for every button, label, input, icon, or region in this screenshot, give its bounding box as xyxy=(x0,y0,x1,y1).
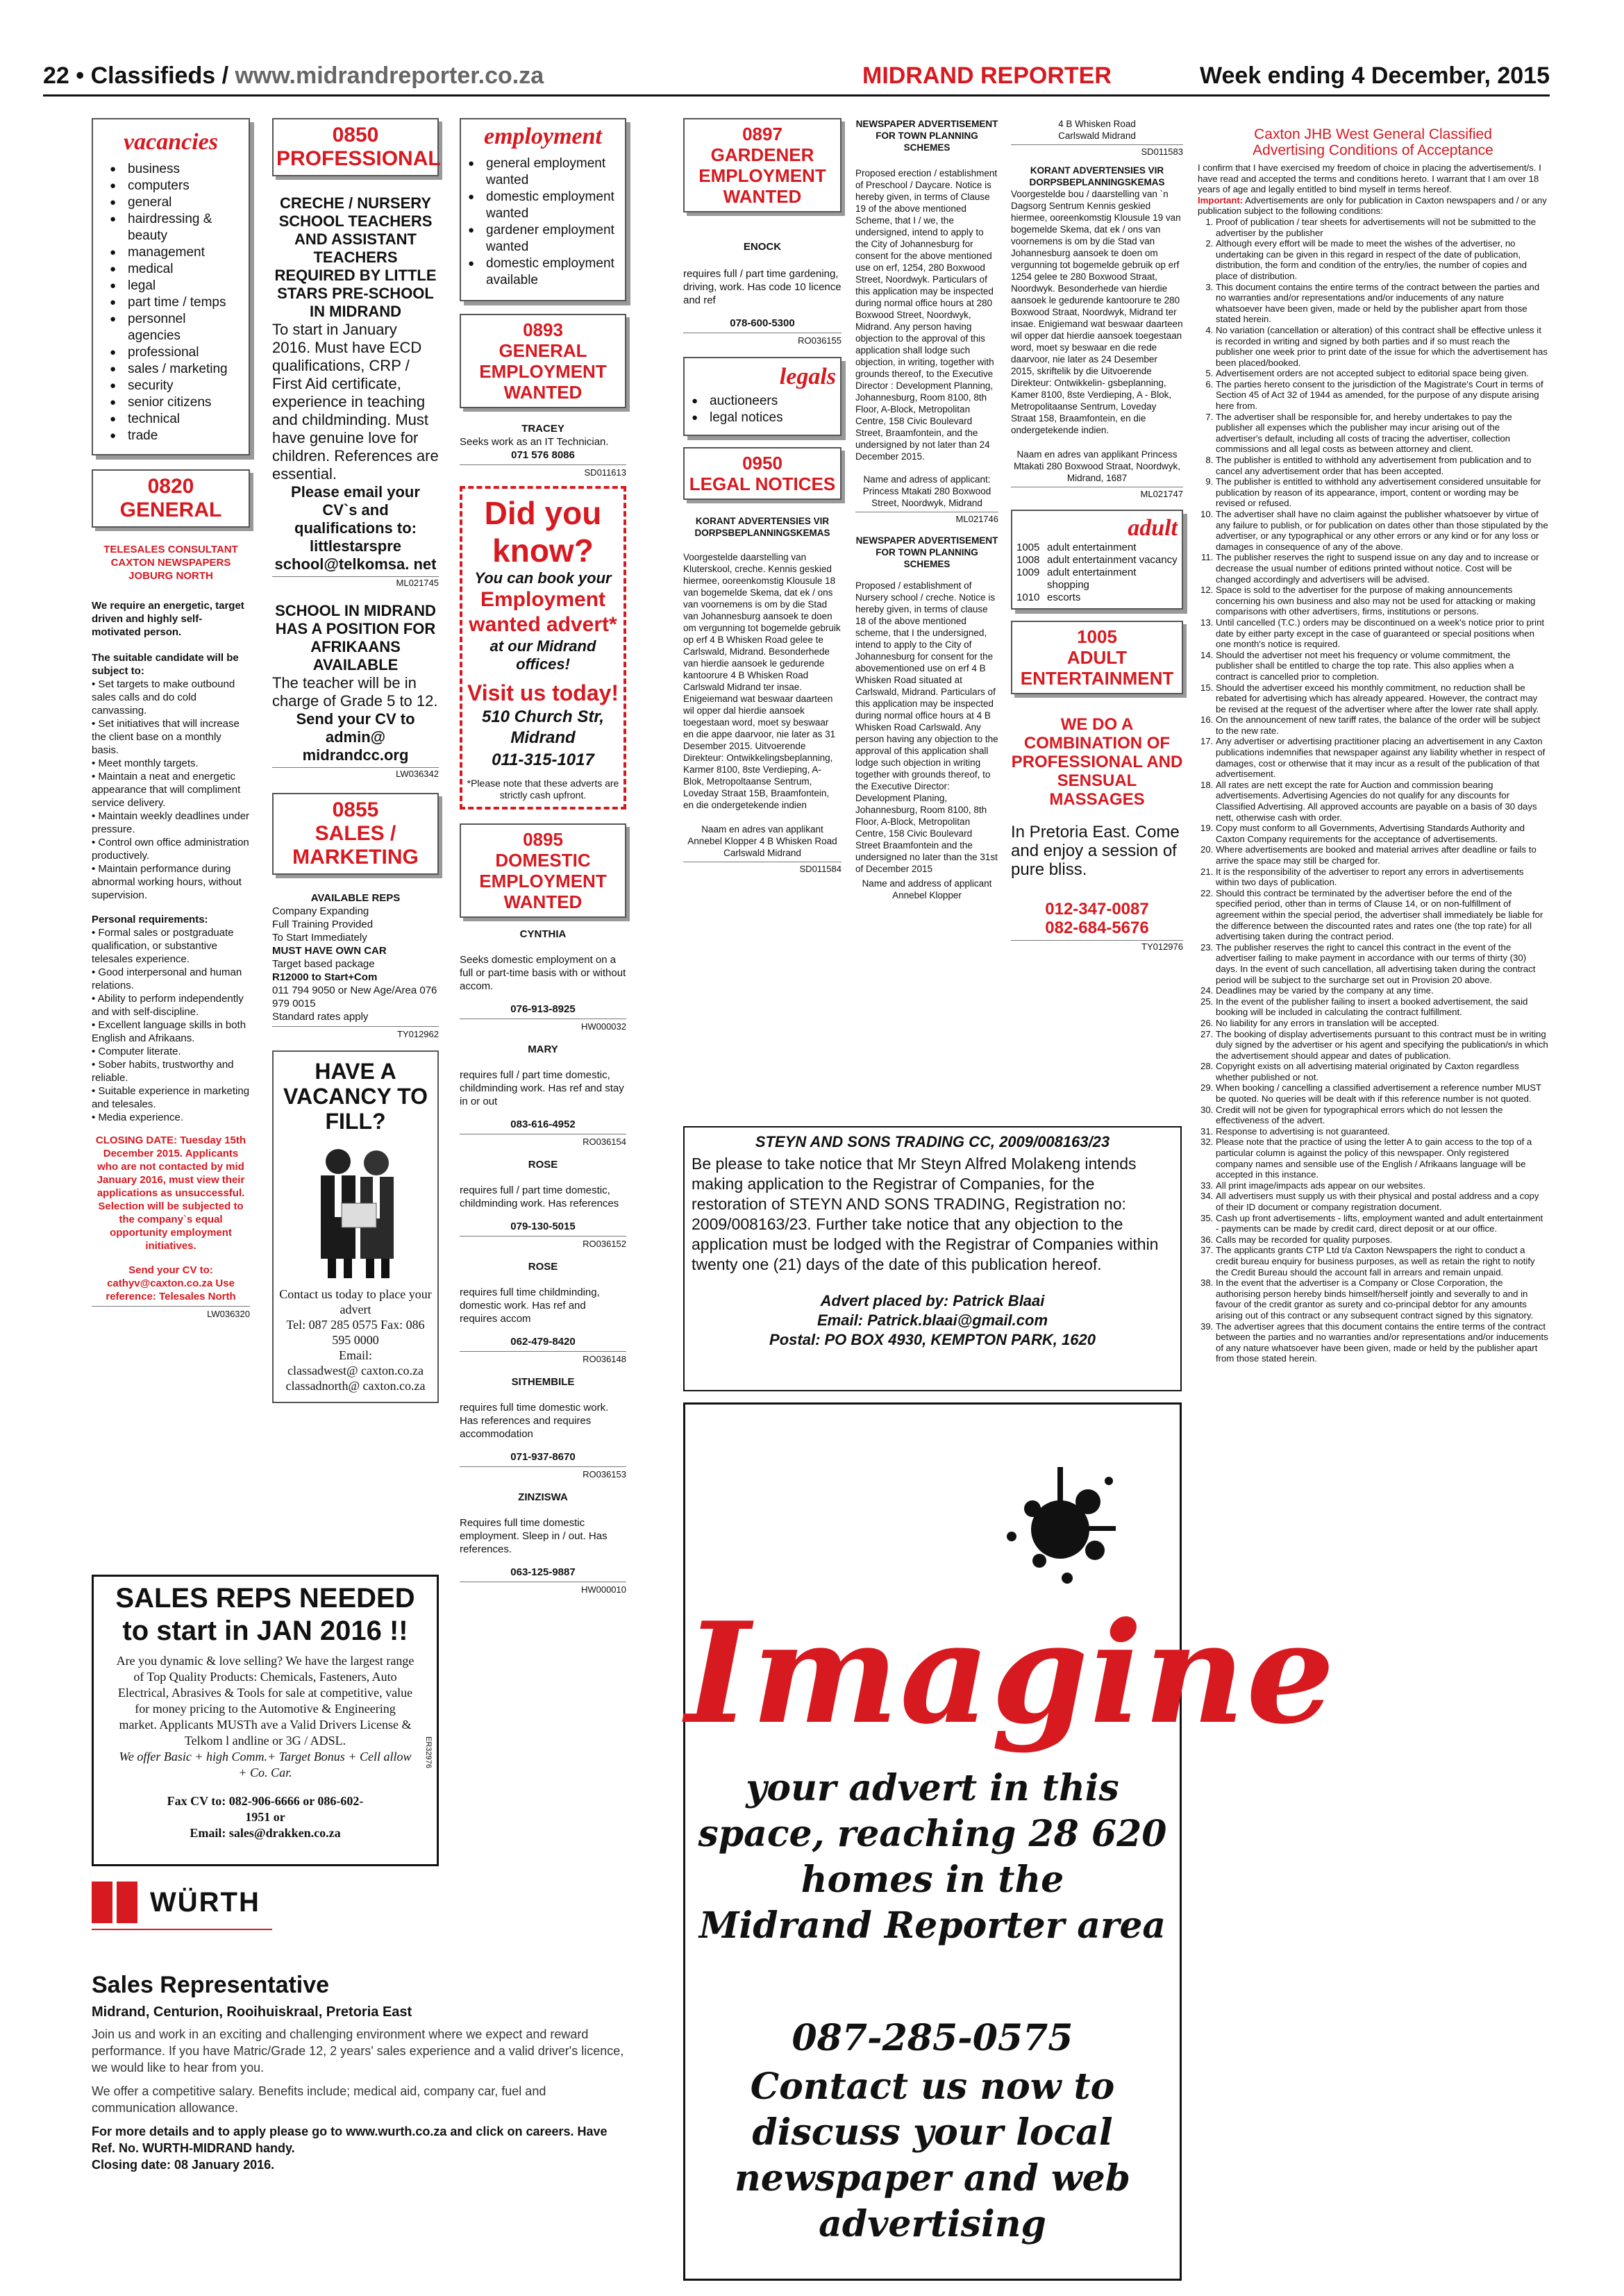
did-you-know-title: Did you know? xyxy=(484,495,602,569)
conditions-title1: Caxton JHB West General Classified xyxy=(1254,126,1492,142)
telesales-requirement: • Suitable experience in marketing and telesales. xyxy=(92,1085,250,1110)
tracey-phone: 071 576 8086 xyxy=(511,449,575,461)
domestic-ad-ref: RO036148 xyxy=(460,1351,626,1366)
condition-item: 19. Copy must conform to all Governments, Advertising Standards Authority and Caxton Company requirements for the acceptance of advertisements. xyxy=(1216,823,1548,844)
telesales-requirement: • Good interpersonal and human relations. xyxy=(92,966,242,991)
imagine-line-7: newspaper and web xyxy=(734,2157,1131,2199)
adult-item-label: escorts xyxy=(1047,592,1081,603)
town-planning-notice-1 xyxy=(855,118,998,525)
afrikaans-send: Send your CV to admin@ midrandcc.org xyxy=(296,710,415,764)
did-you-know-l4: at our Midrand offices! xyxy=(489,637,596,673)
vacancies-item: ● security xyxy=(110,378,239,394)
sales-reps-ref: ER32976 xyxy=(424,1736,433,1768)
domestic-ad-ref: RO036153 xyxy=(460,1466,626,1481)
vacancy-fill-body xyxy=(276,1287,435,1393)
employment-title: employment xyxy=(484,124,602,149)
condition-item: 12. Space is sold to the advertiser for the purpose of making announcements concerning his own business and also may not be used for attacking or making comparisons with other advertisers, firms, institutions or persons. xyxy=(1216,585,1548,617)
notice1-sign: Name and adress of applicant: Princess Mtakati 280 Boxwood Street, Noordwyk, Midrand xyxy=(862,474,991,508)
condition-item: 9. The publisher is entitled to withhold any advertisement considered unsuitable for publication by reason of its appearance, import, content or wording may be revised or refused. xyxy=(1216,476,1548,509)
imagine-line-8: advertising xyxy=(819,2203,1046,2245)
condition-item: 31. Response to advertising is not guaranteed. xyxy=(1216,1126,1548,1137)
telesales-duty: • Maintain a neat and energetic appearance that will compliment service delivery. xyxy=(92,771,241,809)
massage-phone2: 082-684-5676 xyxy=(1045,919,1149,937)
wurth-rule xyxy=(92,1929,272,1930)
sales-reps-title2: to start in JAN 2016 !! xyxy=(122,1616,408,1646)
condition-item: 13. Until cancelled (T.C.) orders may be discontinued on a week's notice prior to print date by either party except in the case of guaranteed or special positions when one month's notice is required. xyxy=(1216,617,1548,650)
condition-item: 33. All print image/impacts ads appear on our websites. xyxy=(1216,1180,1548,1191)
domestic-ad-body: requires full time domestic work. Has references and requires accommodation xyxy=(460,1402,609,1440)
vacancies-title: vacancies xyxy=(124,129,218,155)
imagine-line-5: Contact us now to xyxy=(750,2065,1115,2108)
vacancies-item: ● management xyxy=(110,244,239,261)
condition-item: 6. The parties hereto consent to the jurisdiction of the Magistrate's Court in terms of Section 45 of Act 32 of 1944 as amended, for the purpose of any dispute arising here from. xyxy=(1216,379,1548,412)
telesales-intro: We require an energetic, target driven and highly self- motivated person. xyxy=(92,600,244,638)
vacancy-fill-title: HAVE A VACANCY TO FILL? xyxy=(283,1059,428,1134)
steyn-body: Be please to take notice that Mr Steyn Alfred Molakeng intends making application to the Registrar of Companies, for the restoration of STEYN AND SONS TRADING, Registration no: 2009/008163/23. Further take notice that any objection to the application must be lodged with the Registrar of Companies within twenty one (21) days of the date of this publication hereof. xyxy=(692,1155,1159,1273)
sales-reps-email[interactable]: Email: sales@drakken.co.za xyxy=(190,1826,341,1840)
creche-body: To start in January 2016. Must have ECD qualifications, CRP / First Aid certificate, experience in teaching and childminding. Must have genuine love for children. References are essential. xyxy=(272,321,439,483)
adult-item-code: 1010 xyxy=(1016,592,1040,603)
legal-notices-heading: 0950 LEGAL NOTICES xyxy=(683,447,842,500)
adult-item xyxy=(1016,542,1178,554)
reps-phone: 011 794 9050 or New Age/Area 076 979 0015 xyxy=(272,984,437,1009)
korant2-sign: Naam en adres van applikant Princess Mtakati 280 Boxwood Straat, Noordwyk, Midrand, 1687 xyxy=(1013,449,1181,483)
afrikaans-ad xyxy=(272,602,439,779)
vacancy-fill-box xyxy=(272,1050,439,1403)
telesales-requirement: • Sober habits, trustworthy and reliable. xyxy=(92,1059,234,1084)
telesales-duties xyxy=(92,678,250,902)
reps-rates: Standard rates apply xyxy=(272,1011,369,1023)
telesales-ref: LW036320 xyxy=(92,1306,250,1321)
general-employment-wanted-heading: 0893 GENERAL EMPLOYMENT WANTED xyxy=(460,314,626,408)
domestic-ad-phone: 071-937-8670 xyxy=(510,1451,576,1463)
employment-index xyxy=(460,118,626,301)
column-4 xyxy=(683,118,842,875)
condition-item: 30. Credit will not be given for typographical errors which do not lessen the effectiveness of the advert. xyxy=(1216,1105,1548,1126)
gardener-heading: 0897 GARDENER EMPLOYMENT WANTED xyxy=(683,118,842,212)
condition-item: 18. All rates are nett except the rate for Auction and commission bearing advertisements. Advertising Agencies do not qualify for any discounts for Classified Advertising. All approved accounts are payable on a basis of 30 days nett, otherwise cash with order. xyxy=(1216,780,1548,823)
vacancies-item: ● personnel agencies xyxy=(110,311,239,344)
afrikaans-body: The teacher will be in charge of Grade 5 to 12. xyxy=(272,674,438,710)
column-6 xyxy=(1011,118,1183,952)
enock-body: requires full / part time gardening, driving, work. Has code 10 licence and ref xyxy=(683,268,842,306)
domestic-ad-name: MARY xyxy=(528,1044,558,1055)
korant-ad-2 xyxy=(1011,165,1183,500)
employment-item: ● general employment wanted xyxy=(468,156,615,189)
adult-item xyxy=(1016,567,1178,592)
vacancies-item: ● medical xyxy=(110,261,239,278)
domestic-ad-name: ROSE xyxy=(528,1159,558,1171)
vacancies-item: ● technical xyxy=(110,411,239,428)
vacancies-list xyxy=(96,156,246,450)
korant2-body: Voorgestelde bou / daarstelling van `n Dagsorg Sentrum Kennis geskied hiermee, ooreenkomstig Klousule 19 van bogemelde Skema, dat ek / ons van voornemens is om by die Stad van Johannesburg aansoek te doen om vergunning tot bogemelde gebruik op erf 1254 gelee te 280 Boxwood Straat, Noordwyk. Besonderhede van hierdie aansoek le gedurende kantoorure te 280 Boxwood Straat, Noordwyk, Midrand ter insae. Enigiemand wat beswaar daarteen wil opper dat hierdie aansoek toegestaan word, moet sy beswaar en die rede daarvoor, nie later as 24 Desember 2015, skriftelik by die Uitvoerende Direkteur: Ontwikkelin- gsbeplanning, Kamer 8100, 8ste Verdieping, A - Blok, Metropolitaanse Sentrum, Loveday Straat 158, Braamfontein, en die ondergetekende indien. xyxy=(1011,189,1183,435)
conditions-list xyxy=(1198,217,1548,1364)
town-planning-notice-2 xyxy=(855,535,998,901)
notice1-body: Proposed erection / establishment of Preschool / Daycare. Notice is hereby given, in terms of Clause 19 of the above mentioned Scheme, that I / we, the undersigned, intend to apply to the City of Johannesburg for consent for the above mentioned use on erf, 1254, 280 Boxwood Street, Noordwyk. Particulars of this application may be inspected during normal office hours at 280 Boxwood Street, Noordwyk, Midrand. Any person having objection to the approval of this application shall lodge such objection, in writing, together with grounds thereof, to the Executive Director : Development Planning, Johannesburg, Room 8100, 8th Floor, A-Block, Metropolitan Centre, 158 Civic Boulevard Street, Braamfontein, and the undersigned by not later than 24 December 2015. xyxy=(855,168,998,462)
steyn-notice xyxy=(683,1126,1182,1391)
adult-item-label: adult entertainment xyxy=(1047,542,1137,553)
vacancies-item: ● general xyxy=(110,194,239,211)
telesales-duty: • Set initiatives that will increase the client base on a monthly basis. xyxy=(92,718,240,756)
condition-item: 7. The advertiser shall be responsible for, and hereby undertakes to pay the publisher all expenses which the publisher may incur arising out of the advertiser's default, including all costs of tracing the advertiser, collection commissions and all legal costs as between attorney and client. xyxy=(1216,412,1548,455)
domestic-ad xyxy=(460,1158,626,1250)
imagine-contact xyxy=(685,2016,1180,2247)
tracey-ref: SD011613 xyxy=(460,464,626,479)
did-you-know-address: 510 Church Str, Midrand xyxy=(481,707,605,747)
wurth-brand: WÜRTH xyxy=(150,1886,260,1918)
condition-item: 36. Calls may be recorded for quality purposes. xyxy=(1216,1234,1548,1246)
notice2-title: NEWSPAPER ADVERTISEMENT FOR TOWN PLANNING SCHEMES xyxy=(855,535,998,569)
sales-reps-fax: Fax CV to: 082-906-6666 or 086-602-1951 or xyxy=(167,1794,364,1824)
domestic-ad-ref: HW000010 xyxy=(460,1582,626,1596)
vacancies-item: ● senior citizens xyxy=(110,394,239,411)
condition-item: 10. The advertiser shall have no claim against the publisher whatsoever by virtue of any failure to publish, or for publication on dates other than those stipulated by the advertiser, or any typographical or any other errors or any kind or for any loss or damages in consequence of any of the above. xyxy=(1216,509,1548,552)
condition-item: 4. No variation (cancellation or alteration) of this contract shall be effective unless it is recorded in writing and signed by both parties and if so must reach the publisher one week prior to print date of the issue for which the advertisement has been placed/booked. xyxy=(1216,325,1548,368)
condition-item: 20. Where advertisements are booked and material arrives after deadline or fails to arrive the space may still be charged for. xyxy=(1216,844,1548,866)
condition-item: 29. When booking / cancelling a classified advertisement a reference number MUST be quoted. No queries will be dealt with if this reference number is not quoted. xyxy=(1216,1082,1548,1104)
steyn-postal: Postal: PO BOX 4930, KEMPTON PARK, 1620 xyxy=(769,1331,1096,1348)
telesales-requirements xyxy=(92,926,250,1124)
reps-must: MUST HAVE OWN CAR xyxy=(272,945,387,957)
vacancies-item: ● sales / marketing xyxy=(110,361,239,378)
condition-item: 21. It is the responsibility of the advertiser to report any errors in advertisements within two days of publication. xyxy=(1216,866,1548,888)
condition-item: 5. Advertisement orders are not accepted subject to editorial space being given. xyxy=(1216,368,1548,379)
wurth-logo-icon xyxy=(92,1882,140,1923)
page-header xyxy=(43,60,1550,94)
korant1-body: Voorgestelde daarstelling van Kluterskool, creche. Kennis geskied hiermee, ooreenkomstig Klousule 18 van bogemelde Skema, dat ek / ons van voornemens is om by die Stad van Johannesburg aansoek te doen om vergunning tot bogemelde gebruik op erf 4 B Whisken Road gelee te Carlswald, Midrand. Besonderhede van hierdie aansoek le gedurende kantoorure 4 B Whisken Road Carlswald Midrand ter insae. Enigeiemand wat beswaar daarteen wil opper dal hierdie aansoek toegestaan word, moet sy beswaar en die appe daarvoor, nie later as 31 Desember 2015. Uitvoerende Direkteur: Ontwikkelingsbeplanning, Karmer 8100, 8ste Verdieping, A-Blok, Metropoltaanse Sentrum, Loveday Straat 15B, Braamfontein, en die ondergetekende indien xyxy=(683,552,841,810)
telesales-duty: • Control own office administration productively. xyxy=(92,837,249,862)
afrikaans-ref: LW036342 xyxy=(272,767,439,779)
vacancy-fill-line: Email: xyxy=(339,1348,372,1362)
korant2-title: KORANT ADVERTENSIES VIR DORPSBEPLANNINGSKEMAS xyxy=(1029,165,1165,187)
adult-entertainment-heading: 1005 ADULT ENTERTAINMENT xyxy=(1011,621,1183,694)
imagine-line-2: space, reaching 28 620 xyxy=(698,1813,1167,1855)
adult-item xyxy=(1016,592,1178,604)
vacancies-item: ● professional xyxy=(110,344,239,361)
reps-ref: TY012962 xyxy=(272,1026,439,1041)
condition-item: 16. On the announcement of new tariff rates, the balance of the order will be subject to the new rate. xyxy=(1216,714,1548,736)
general-heading: 0820 GENERAL xyxy=(92,469,250,528)
vacancies-item: ● hairdressing & beauty xyxy=(110,211,239,244)
domestic-ad-name: SITHEMBILE xyxy=(511,1376,575,1388)
domestic-ads xyxy=(460,928,626,1596)
enock-phone: 078-600-5300 xyxy=(730,317,795,329)
domestic-ad-body: Seeks domestic employment on a full or part-time basis with or without accom. xyxy=(460,954,626,992)
telesales-duties-heading: The suitable candidate will be subject to: xyxy=(92,652,239,677)
reps-package: Target based package xyxy=(272,958,375,970)
tracey-name: TRACEY xyxy=(521,423,564,435)
domestic-ad xyxy=(460,1375,626,1481)
domestic-ad-body: Requires full time domestic employment. Sleep in / out. Has references. xyxy=(460,1517,608,1555)
domestic-ad-body: requires full time childminding, domestic work. Has ref and requires accom xyxy=(460,1287,600,1325)
reps-line: Full Training Provided xyxy=(272,919,374,930)
did-you-know-note: *Please note that these adverts are strictly cash upfront. xyxy=(467,778,619,801)
legals-index xyxy=(683,357,842,436)
tracey-ad xyxy=(460,422,626,479)
enock-ref: RO036155 xyxy=(683,333,842,347)
domestic-ad-ref: RO036152 xyxy=(460,1236,626,1250)
telesales-requirement: • Computer literate. xyxy=(92,1046,181,1057)
imagine-ad xyxy=(683,1402,1337,2281)
condition-item: 35. Cash up front advertisements - lifts, employment wanted and adult entertainment - payments can be made by credit card, direct deposit or at our office. xyxy=(1216,1213,1548,1234)
massage-ref: TY012976 xyxy=(1011,940,1183,952)
wurth-p1: Join us and work in an exciting and challenging environment where we expect and reward performance. If you have Matric/Grade 12, 2 years' sales experience and a valid driver's licence, we would like to hear from you. xyxy=(92,2027,624,2075)
page-section-label: 22 • Classifieds / www.midrandreporter.co.za xyxy=(43,62,544,89)
wurth-p3: For more details and to apply please go to www.wurth.co.za and click on careers. Have Ref. No. WURTH-MIDRAND handy. xyxy=(92,2125,608,2155)
domestic-ad-phone: 083-616-4952 xyxy=(510,1118,576,1130)
newspaper-name: MIDRAND REPORTER xyxy=(862,62,1112,89)
imagine-word: Imagine xyxy=(685,1592,1337,1755)
condition-item: 11. The publisher reserves the right to suspend issue on any day and to increase or decrease the usual number of editions printed without notice. Cost will be changed accordingly and advertisers will be advised. xyxy=(1216,552,1548,585)
conditions-intro: I confirm that I have exercised my freedom of choice in placing the advertisement/s. I have read and accepted the terms and conditions hereto. I warrant that I am over 18 years of age and legally entitled to bind myself in terms hereof. xyxy=(1198,162,1541,195)
condition-item: 27. The booking of display advertisements pursuant to this contract must be in writing duly signed by the advertiser or his agent and specifying the publication/s in which the advertisement should appear and dates of publication. xyxy=(1216,1029,1548,1062)
notice2-address: 4 B Whisken Road Carlswald Midrand xyxy=(1058,119,1136,141)
ink-splat-icon xyxy=(991,1460,1130,1599)
telesales-closing: CLOSING DATE: Tuesday 15th December 2015. Applicants who are not contacted by mid January 2016, must view their applications as unsuccessful. Selection will be subjected to the company`s equal opportunity employment initiatives. xyxy=(95,1134,246,1252)
column-2 xyxy=(272,118,439,1403)
korant1-ref: SD011584 xyxy=(683,862,842,875)
legals-item: ● legal notices xyxy=(692,410,833,426)
notice2-ref: SD011583 xyxy=(1011,144,1183,158)
employment-item: ● domestic employment available xyxy=(468,255,615,289)
vacancies-item: ● trade xyxy=(110,428,239,444)
korant1-sign: Naam en adres van applikant Annebel Klopper 4 B Whisken Road Carlswald Midrand xyxy=(687,824,837,858)
reps-lines xyxy=(272,905,439,944)
condition-item: 28. Copyright exists on all advertising material originated by Caxton regardless whether published or not. xyxy=(1216,1061,1548,1082)
enock-ad xyxy=(683,240,842,347)
sales-marketing-heading: 0855 SALES / MARKETING xyxy=(272,793,439,875)
imagine-lines xyxy=(685,1766,1180,1949)
telesales-requirement: • Media experience. xyxy=(92,1112,183,1123)
vacancy-fill-line: Tel: 087 285 0575 Fax: 086 595 0000 xyxy=(286,1318,425,1347)
adult-item xyxy=(1016,554,1178,567)
adult-index xyxy=(1011,510,1183,610)
creche-email: Please email your CV`s and qualifications to: littlestarspre school@telkomsa. net xyxy=(274,483,437,573)
steyn-placed: Advert placed by: Patrick Blaai xyxy=(820,1292,1045,1309)
reps-ad xyxy=(272,891,439,1041)
domestic-ad xyxy=(460,928,626,1033)
imagine-line-3: homes in the xyxy=(801,1859,1064,1901)
telesales-send: Send your CV to: cathyv@caxton.co.za Use reference: Telesales North xyxy=(106,1264,236,1302)
employment-item: ● domestic employment wanted xyxy=(468,189,615,222)
adult-item-label: adult entertainment shopping xyxy=(1047,567,1137,591)
wurth-ad xyxy=(92,1882,626,2256)
domestic-ad-name: CYNTHIA xyxy=(519,928,567,940)
sales-reps-title1: SALES REPS NEEDED xyxy=(115,1583,415,1614)
condition-item: 14. Should the advertiser not meet his frequency or volume commitment, the publisher shall be entitled to charge the top rate. This also applies when a contract is cancelled prior to completion. xyxy=(1216,650,1548,682)
telesales-duty: • Meet monthly targets. xyxy=(92,757,199,769)
employment-list xyxy=(464,150,622,294)
legals-list xyxy=(689,390,836,429)
vacancies-index xyxy=(92,118,250,455)
reps-title: AVAILABLE REPS xyxy=(310,892,401,904)
vacancies-item: ● computers xyxy=(110,178,239,194)
creche-title: CRECHE / NURSERY SCHOOL TEACHERS AND ASSISTANT TEACHERS REQUIRED BY LITTLE STARS PRE-SCHOOL IN MIDRAND xyxy=(274,194,437,320)
professional-heading: 0850 PROFESSIONAL xyxy=(272,118,439,176)
vacancies-item: ● business xyxy=(110,161,239,178)
telesales-title: TELESALES CONSULTANT CAXTON NEWSPAPERS JOBURG NORTH xyxy=(103,544,238,582)
businessmen-illustration xyxy=(303,1141,408,1280)
adult-item-code: 1008 xyxy=(1016,554,1040,566)
condition-item: 8. The publisher is entitled to withhold any advertisement from publication and to cancel any advertisement order that has been accepted. xyxy=(1216,455,1548,476)
vacancy-fill-line: classadwest@ caxton.co.za xyxy=(287,1364,424,1377)
employment-item: ● gardener employment wanted xyxy=(468,222,615,255)
condition-item: 37. The applicants grants CTP Ltd t/a Caxton Newspapers the right to conduct a credit bureau enquiry for business purposes, as well as retain the right to notify the Credit Bureau should the account fall in arrears and remain unpaid. xyxy=(1216,1245,1548,1277)
reps-line: Company Expanding xyxy=(272,905,369,917)
domestic-ad-phone: 063-125-9887 xyxy=(510,1566,576,1578)
imagine-line-4: Midrand Reporter area xyxy=(698,1904,1166,1947)
domestic-ad xyxy=(460,1491,626,1596)
vacancies-item: ● legal xyxy=(110,278,239,294)
domestic-ad-name: ZINZISWA xyxy=(518,1491,568,1503)
massage-body: In Pretoria East. Come and enjoy a session of pure bliss. xyxy=(1011,823,1180,879)
column-3 xyxy=(460,118,626,1596)
domestic-ad xyxy=(460,1043,626,1148)
massage-phone1: 012-347-0087 xyxy=(1045,900,1149,919)
korant1-title: KORANT ADVERTENSIES VIR DORPSBEPLANNINGSKEMAS xyxy=(694,516,830,538)
header-rule xyxy=(43,94,1550,97)
steyn-title: STEYN AND SONS TRADING CC, 2009/008163/23 xyxy=(755,1133,1110,1150)
condition-item: 32. Please note that the practice of using the letter A to gain access to the top of a particular column is against the policy of this newspaper. Only registered company names and sensible use of the English / Afrikaans language will be accepted in this instance. xyxy=(1216,1137,1548,1180)
did-you-know-l2: You can book your xyxy=(474,569,612,587)
domestic-ad-ref: HW000032 xyxy=(460,1019,626,1033)
telesales-requirements-heading: Personal requirements: xyxy=(92,914,208,925)
creche-ad xyxy=(272,194,439,588)
domestic-ad-ref: RO036154 xyxy=(460,1134,626,1148)
column-1 xyxy=(92,118,250,1321)
domestic-ad-phone: 079-130-5015 xyxy=(510,1221,576,1232)
domestic-ad-phone: 076-913-8925 xyxy=(510,1003,576,1015)
imagine-phone: 087-285-0575 xyxy=(792,2017,1073,2059)
legals-title: legals xyxy=(779,364,836,389)
creche-ref: ML021745 xyxy=(272,576,439,588)
condition-item: 26. No liability for any errors in translation will be accepted. xyxy=(1216,1018,1548,1029)
domestic-ad-phone: 062-479-8420 xyxy=(510,1336,576,1348)
conditions-important: Important: Advertisements are only for publication in Caxton newspapers and / or any publication subject to the following conditions: xyxy=(1198,194,1547,217)
wurth-p2: We offer a competitive salary. Benefits include; medical aid, company car, fuel and communication allowance. xyxy=(92,2084,546,2115)
condition-item: 24. Deadlines may be varied by the company at any time. xyxy=(1216,985,1548,996)
condition-item: 15. Should the advertiser exceed his monthly commitment, no reduction shall be rebated for advertising which has already appeared. However, the contract may be revised at the request of the advertiser where after the lower rate shall apply. xyxy=(1216,682,1548,715)
telesales-requirement: • Formal sales or postgraduate qualification, or substantive telesales experience. xyxy=(92,927,234,965)
did-you-know-box xyxy=(460,486,626,810)
steyn-email[interactable]: Email: Patrick.blaai@gmail.com xyxy=(817,1312,1048,1329)
column-5 xyxy=(855,118,998,901)
condition-item: 3. This document contains the entire terms of the contract between the parties and no warranties and/or representations and/or inducements of any nature whatsoever have been given, made or held by the publisher apart from those stated herein. xyxy=(1216,282,1548,325)
telesales-requirement: • Excellent language skills in both English and Afrikaans. xyxy=(92,1019,246,1044)
notice1-ref: ML021746 xyxy=(855,512,998,525)
adult-item-code: 1005 xyxy=(1016,542,1040,553)
domestic-ad-body: requires full / part time domestic, childminding work. Has references xyxy=(460,1184,619,1209)
condition-item: 25. In the event of the publisher failing to insert a booked advertisement, the said booking will be included in calculating the contract fulfillment. xyxy=(1216,996,1548,1018)
adult-list xyxy=(1016,542,1178,604)
sales-reps-body: Are you dynamic & love selling? We have the largest range of Top Quality Products: Chemicals, Fasteners, Auto Electrical, Abrasives & Tools for sale at competitive, value for money pricing to the Automotive & Engineering market. Applicants MUSTh ave a Valid Drivers License & Telkom l andline or 3G / ADSL. xyxy=(116,1654,415,1748)
telesales-duty: • Maintain weekly deadlines under pressure. xyxy=(92,810,250,835)
condition-item: 1. Proof of publication / tear sheets for advertisements will not be submitted to the advertiser by the publisher xyxy=(1216,217,1548,238)
condition-item: 17. Any advertiser or advertising practitioner placing an advertisement in any Caxton publications indemnifies that newspaper against any liability whether in respect of damages, cost or otherwise that it may incur as a result of the publication of that advertisement. xyxy=(1216,736,1548,779)
massage-title: WE DO A COMBINATION OF PROFESSIONAL AND SENSUAL MASSAGES xyxy=(1011,715,1183,809)
issue-date: Week ending 4 December, 2015 xyxy=(1200,62,1550,89)
condition-item: 38. In the event that the advertiser is a Company or Close Corporation, the authorising person hereby binds himself/herself jointly and severally to and in favour of the credit grantor as surety and co-principal debtor for any amounts arising out of this contract or any subsequent contract signed by this signatory. xyxy=(1216,1277,1548,1321)
notice2-body: Proposed / establishment of Nursery school / creche. Notice is hereby given, in terms of clause 18 of the above mentioned scheme, that I the undersigned, intend to apply to the City of Johannesburg for consent for the abovementioned use on erf 4 B Whisken Road situated at Carlswald, Midrand. Particulars of this application may be inspected during normal office hours at 4 B Whisken Road Carlswald. Any person having any objection to the approval of this application shall lodge such objection in writing together with grounds thereof, to the Executive Director: Development Planing, Johannesburg, Room 8100, 8th Floor, A-Block, Metropolitan Centre, 158 Civic Boulevard Street Braamfontein and the undersigned no later than the 31st of December 2015 xyxy=(855,580,998,874)
imagine-line-1: your advert in this xyxy=(746,1767,1119,1809)
massage-ad xyxy=(1011,715,1183,952)
adult-title: adult xyxy=(1128,515,1178,541)
reps-salary: R12000 to Start+Com xyxy=(272,971,378,983)
korant2-ref: ML021747 xyxy=(1011,487,1183,500)
did-you-know-phone: 011-315-1017 xyxy=(492,751,594,769)
wurth-title: Sales Representative xyxy=(92,1972,330,1998)
adult-item-label: adult entertainment vacancy xyxy=(1047,554,1178,566)
korant-ad-1 xyxy=(683,515,842,875)
vacancy-fill-line: classadnorth@ caxton.co.za xyxy=(285,1379,426,1393)
domestic-ad-name: ROSE xyxy=(528,1261,558,1273)
vacancies-item: ● part time / temps xyxy=(110,294,239,311)
wurth-areas: Midrand, Centurion, Rooihuiskraal, Pretoria East xyxy=(92,2004,412,2020)
adult-item-code: 1009 xyxy=(1016,567,1040,578)
telesales-ad xyxy=(92,543,250,1321)
sales-reps-offer: We offer Basic + high Comm.+ Target Bonus + Cell allow + Co. Car. xyxy=(119,1750,412,1779)
enock-name: ENOCK xyxy=(743,241,782,253)
tracey-body: Seeks work as an IT Technician. xyxy=(460,436,609,448)
telesales-duty: • Set targets to make outbound sales calls and do cold canvassing. xyxy=(92,678,235,717)
reps-line: To Start Immediately xyxy=(272,932,367,944)
did-you-know-l3: Employment wanted advert* xyxy=(469,588,617,636)
afrikaans-title: SCHOOL IN MIDRAND HAS A POSITION FOR AFRIKAANS AVAILABLE xyxy=(275,602,436,673)
condition-item: 39. The advertiser agrees that this document contains the entire terms of the contract between the parties and no warranties and/or representations and/or inducements of any nature whatsoever have been given, made or held by the publisher apart from those stated herein. xyxy=(1216,1321,1548,1364)
notice1-title: NEWSPAPER ADVERTISEMENT FOR TOWN PLANNING SCHEMES xyxy=(855,119,998,153)
domestic-heading: 0895 DOMESTIC EMPLOYMENT WANTED xyxy=(460,823,626,918)
website-link[interactable]: www.midrandreporter.co.za xyxy=(235,62,544,89)
wurth-closing: Closing date: 08 January 2016. xyxy=(92,2158,275,2172)
telesales-duty: • Maintain performance during abnormal working hours, without supervision. xyxy=(92,863,242,901)
conditions-column xyxy=(1198,126,1548,1364)
condition-item: 34. All advertisers must supply us with their physical and postal address and a copy of their ID document or company registration document. xyxy=(1216,1191,1548,1212)
domestic-ad xyxy=(460,1260,626,1366)
vacancy-fill-line: Contact us today to place your advert xyxy=(279,1287,432,1316)
sales-reps-ad xyxy=(92,1575,439,1866)
condition-item: 22. Should this contract be terminated by the advertiser before the end of the specified period, other than in terms of Clause 14, or on non-fulfillment of agreement within the special period, the advertiser shall immediately be liable for the difference between the discounted rates and rates one (the top rate) for all advertising taken during the contract period. xyxy=(1216,888,1548,942)
wurth-logo xyxy=(92,1882,626,1923)
legals-item: ● auctioneers xyxy=(692,393,833,410)
imagine-line-6: discuss your local xyxy=(752,2111,1113,2154)
notice2-sign: Name and address of applicant Annebel Klopper xyxy=(862,878,992,900)
domestic-ad-body: requires full / part time domestic, childminding work. Has ref and stay in or out xyxy=(460,1069,624,1107)
condition-item: 2. Although every effort will be made to meet the wishes of the advertiser, no undertaking can be given in this regard in respect of the date of publication, distribution, the form and condition of the entry/ies, the number of copies and place of distribution. xyxy=(1216,238,1548,281)
telesales-requirement: • Ability to perform independently and with self-discipline. xyxy=(92,993,244,1018)
condition-item: 23. The publisher reserves the right to cancel this contract in the event of the advertiser failing to make payment in accordance with our terms of thirty (30) days. In the event of such cancellation, all advertising taken during the contract period will be subject to the surcharge set out in Provision 20 above. xyxy=(1216,942,1548,985)
did-you-know-visit: Visit us today! xyxy=(467,680,619,705)
conditions-title2: Advertising Conditions of Acceptance xyxy=(1253,142,1493,158)
